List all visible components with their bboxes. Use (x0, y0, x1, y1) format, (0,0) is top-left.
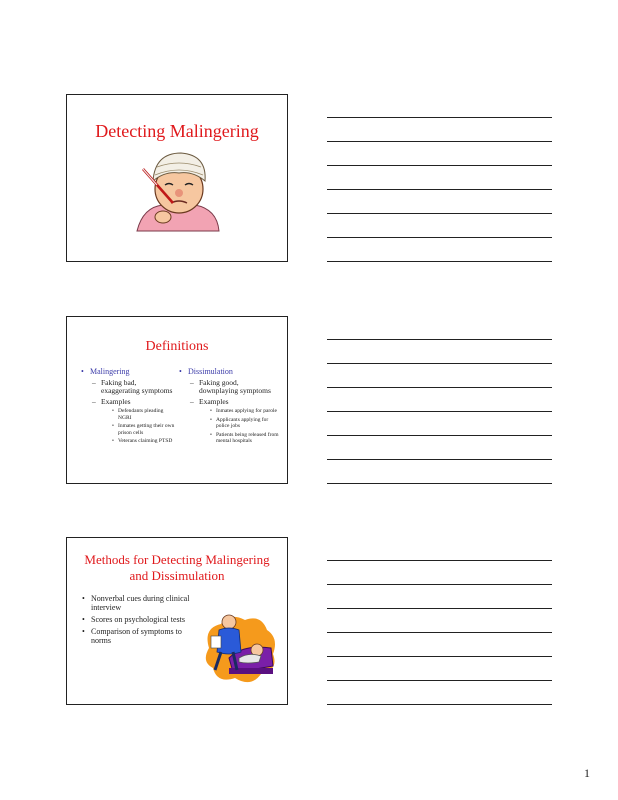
slide-title: Definitions (145, 339, 209, 354)
therapist-patient-icon (199, 608, 281, 690)
methods-list (81, 594, 196, 648)
example-item: • Veterans claiming PTSD (81, 438, 176, 445)
list-item: • Nonverbal cues during clinical interview (81, 594, 196, 612)
malingering-column (81, 368, 176, 445)
column-heading: • Dissimulation (179, 368, 279, 377)
example-item: • Patients being released from mental hospitals (179, 432, 279, 445)
slide-title: Detecting Malingering (95, 121, 259, 141)
example-item: • Inmates applying for parole (179, 408, 279, 415)
slide-title: Methods for Detecting Malingering and Dissimulation (84, 552, 270, 583)
example-item: • Inmates getting their own prison cells (81, 423, 176, 436)
dissimulation-column (179, 368, 279, 445)
slide-2 (66, 316, 288, 484)
example-item: • Applicants applying for police jobs (179, 417, 279, 430)
page-number: 1 (584, 766, 590, 780)
list-item: – Faking bad, exaggerating symptoms (81, 379, 176, 396)
slide-1 (66, 94, 288, 262)
list-item: – Faking good, downplaying symptoms (179, 379, 279, 396)
list-item: • Scores on psychological tests (81, 615, 196, 624)
list-item: • Comparison of symptoms to norms (81, 627, 196, 645)
sick-person-icon (133, 147, 223, 235)
example-item: • Defendants pleading NGRI (81, 408, 176, 421)
slide-3 (66, 537, 288, 705)
list-item: – Examples (179, 398, 279, 407)
column-heading: • Malingering (81, 368, 176, 377)
list-item: – Examples (81, 398, 176, 407)
